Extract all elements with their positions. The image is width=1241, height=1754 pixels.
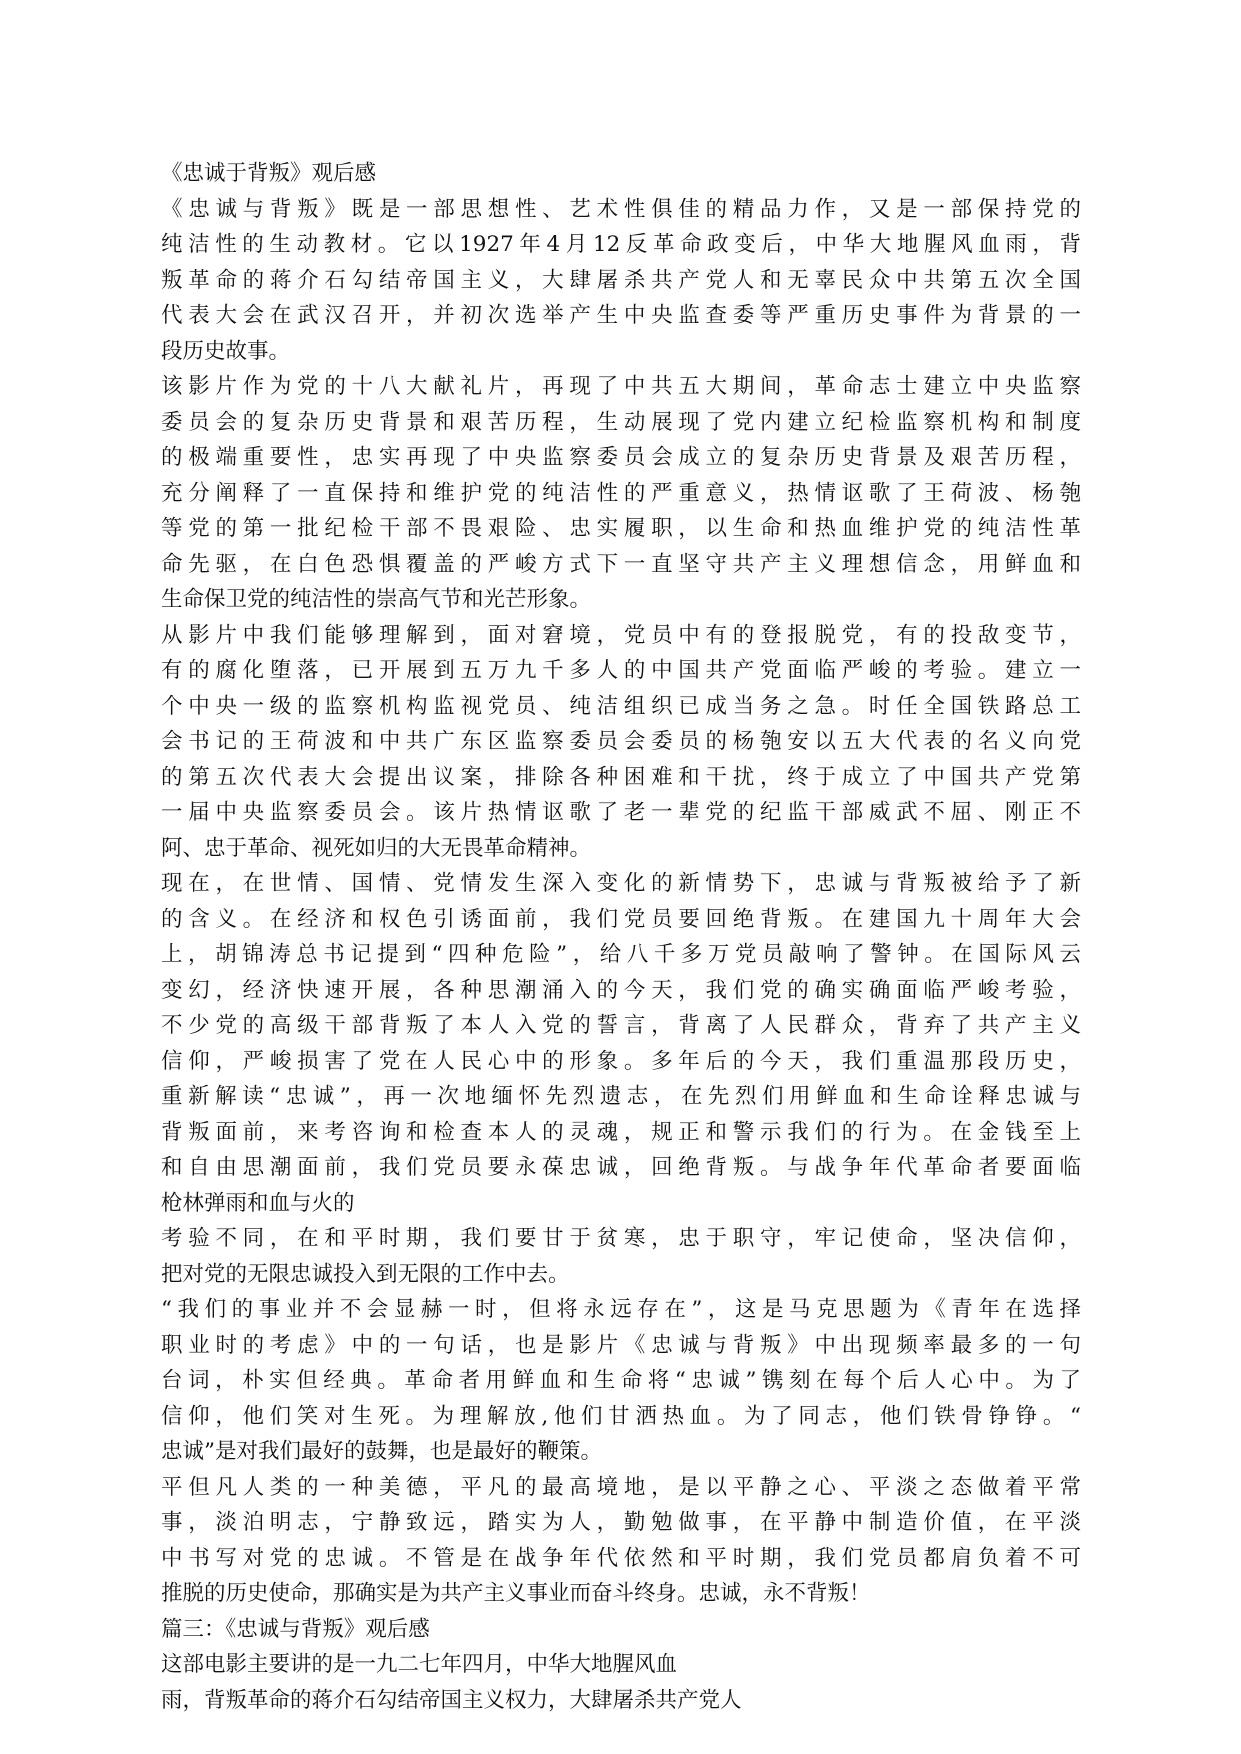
- text-line: 纯洁性的生动教材。它以1927年4月12反革命政变后，中华大地腥风血雨，背: [161, 232, 1081, 257]
- text-line: 把对党的无限忠诚投入到无限的工作中去。: [161, 1261, 570, 1287]
- text-line: 《忠诚与背叛》既是一部思想性、艺术性俱佳的精品力作，又是一部保持党的: [161, 196, 1081, 222]
- text-line: 阿、忠于革命、视死如归的大无畏革命精神。: [161, 835, 592, 861]
- text-line: 的含义。在经济和权色引诱面前，我们党员要回绝背叛。在建国九十周年大会: [161, 906, 1081, 932]
- text-line: 变幻，经济快速开展，各种思潮涌入的今天，我们党的确实确面临严峻考验，: [161, 977, 1081, 1003]
- text-line: 等党的第一批纪检干部不畏艰险、忠实履职，以生命和热血维护党的纯洁性革: [161, 516, 1081, 541]
- text-line: 重新解读“忠诚”，再一次地缅怀先烈遗志，在先烈们用鲜血和生命诠释忠诚与: [161, 1084, 1081, 1109]
- text-line: 段历史故事。: [161, 338, 291, 364]
- text-line: 委员会的复杂历史背景和艰苦历程，生动展现了党内建立纪检监察机构和制度: [161, 409, 1081, 435]
- text-line: 的极端重要性，忠实再现了中央监察委员会成立的复杂历史背景及艰苦历程，: [161, 445, 1081, 470]
- text-line: 代表大会在武汉召开，并初次选举产生中央监查委等严重历史事件为背景的一: [161, 303, 1081, 328]
- text-line: 和自由思潮面前，我们党员要永葆忠诚，回绝背叛。与战争年代革命者要面临: [161, 1155, 1081, 1180]
- text-line: 有的腐化堕落，已开展到五万九千多人的中国共产党面临严峻的考验。建立一: [161, 658, 1081, 683]
- text-line: 台词，朴实但经典。革命者用鲜血和生命将“忠诚”镌刻在每个后人心中。为了: [161, 1368, 1081, 1393]
- text-line: 充分阐释了一直保持和维护党的纯洁性的严重意义，热情讴歌了王荷波、杨匏: [161, 480, 1081, 506]
- text-line: 从影片中我们能够理解到，面对窘境，党员中有的登报脱党，有的投敌变节，: [161, 622, 1081, 648]
- text-line: 信仰，严峻损害了党在人民心中的形象。多年后的今天，我们重温那段历史，: [161, 1048, 1081, 1074]
- text-line: 中书写对党的忠诚。不管是在战争年代依然和平时期，我们党员都肩负着不可: [161, 1545, 1081, 1571]
- text-line: 推脱的历史使命，那确实是为共产主义事业而奋斗终身。忠诚，永不背叛！: [161, 1581, 871, 1606]
- text-line: “我们的事业并不会显赫一时，但将永远存在”，这是马克思题为《青年在选择: [161, 1297, 1081, 1322]
- text-line: 的第五次代表大会提出议案，排除各种困难和干扰，终于成立了中国共产党第: [161, 764, 1081, 790]
- text-line: 个中央一级的监察机构监视党员、纯洁组织已成当务之急。时任全国铁路总工: [161, 693, 1081, 719]
- text-line: 枪林弹雨和血与火的: [161, 1190, 355, 1216]
- text-line: 事，淡泊明志，宁静致远，踏实为人，勤勉做事，在平静中制造价值，在平淡: [161, 1510, 1081, 1535]
- text-line: 不少党的高级干部背叛了本人入党的誓言，背离了人民群众，背弃了共产主义: [161, 1013, 1081, 1038]
- text-line: 会书记的王荷波和中共广东区监察委员会委员的杨匏安以五大代表的名义向党: [161, 729, 1081, 754]
- text-line: 这部电影主要讲的是一九二七年四月，中华大地腥风血: [161, 1652, 678, 1677]
- text-line: 雨，背叛革命的蒋介石勾结帝国主义权力，大肆屠杀共产党人: [161, 1687, 742, 1713]
- text-line: 叛革命的蒋介石勾结帝国主义，大肆屠杀共产党人和无辜民众中共第五次全国: [161, 267, 1081, 293]
- text-line: 职业时的考虑》中的一句话，也是影片《忠诚与背叛》中出现频率最多的一句: [161, 1332, 1081, 1358]
- text-line: 信仰，他们笑对生死。为理解放,他们甘洒热血。为了同志，他们铁骨铮铮。“: [161, 1403, 1081, 1429]
- text-line: 忠诚”是对我们最好的鼓舞，也是最好的鞭策。: [161, 1439, 602, 1464]
- text-line: 命先驱，在白色恐惧覆盖的严峻方式下一直坚守共产主义理想信念，用鲜血和: [161, 551, 1081, 577]
- text-line: 生命保卫党的纯洁性的崇高气节和光芒形象。: [161, 587, 592, 612]
- text-line: 上，胡锦涛总书记提到“四种危险”，给八千多万党员敲响了警钟。在国际风云: [161, 942, 1081, 967]
- text-line: 该影片作为党的十八大献礼片，再现了中共五大期间，革命志士建立中央监察: [161, 374, 1081, 399]
- text-line: 考验不同，在和平时期，我们要甘于贫寒，忠于职守，牢记使命，坚决信仰，: [161, 1226, 1081, 1251]
- document-title: 《忠诚于背叛》观后感: [161, 161, 377, 186]
- text-line: 一届中央监察委员会。该片热情讴歌了老一辈党的纪监干部威武不屈、刚正不: [161, 800, 1081, 825]
- text-line: 平但凡人类的一种美德，平凡的最高境地，是以平静之心、平淡之态做着平常: [161, 1474, 1081, 1500]
- text-line: 篇三：《忠诚与背叛》观后感: [161, 1616, 430, 1642]
- text-line: 现在，在世情、国情、党情发生深入变化的新情势下，忠诚与背叛被给予了新: [161, 871, 1081, 896]
- document-body: [161, 156, 1081, 1718]
- text-line: 背叛面前，来考咨询和检查本人的灵魂，规正和警示我们的行为。在金钱至上: [161, 1119, 1081, 1145]
